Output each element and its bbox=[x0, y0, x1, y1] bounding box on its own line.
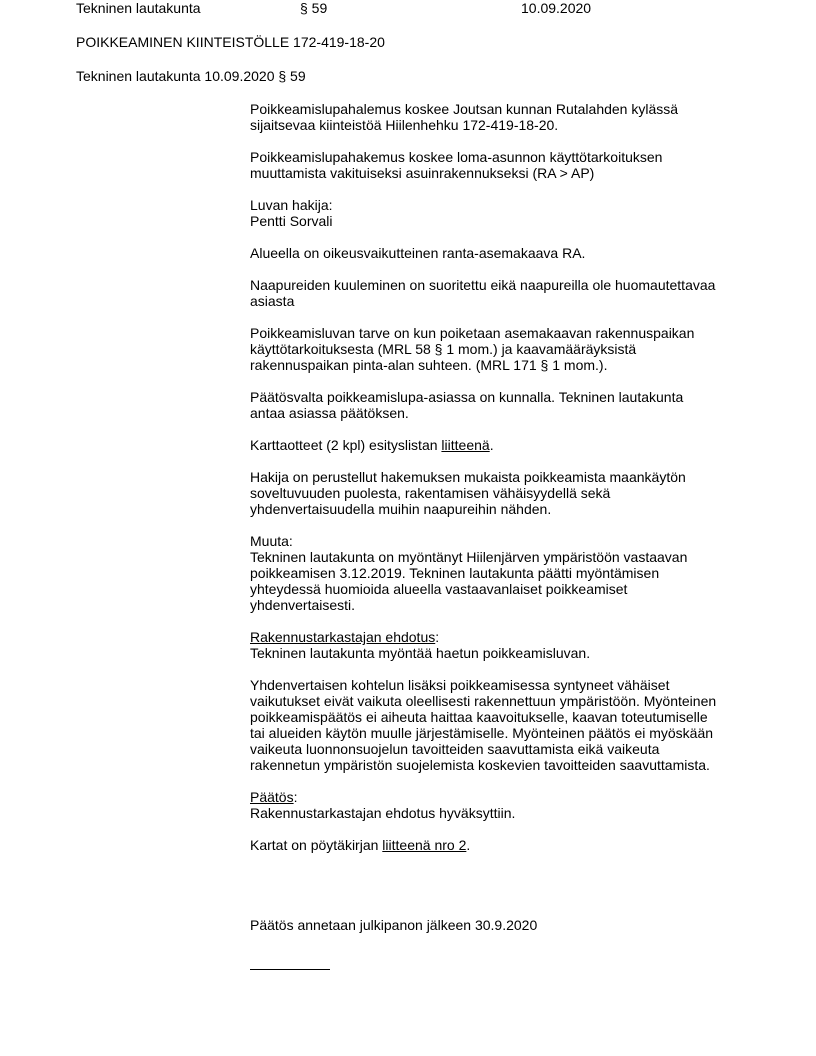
applicant-label: Luvan hakija: bbox=[250, 197, 333, 213]
decision-label: Päätös bbox=[250, 789, 294, 805]
header-section: § 59 bbox=[300, 0, 328, 16]
document-title: POIKKEAMINEN KIINTEISTÖLLE 172-419-18-20 bbox=[76, 34, 385, 50]
attachment-link-2[interactable]: liitteenä nro 2 bbox=[382, 837, 467, 853]
paragraph-justification: Hakija on perustellut hakemuksen mukaista poikkeamista maankäytön soveltuvuuden puolesta, rakentamisen vähäisyydellä sekä yhdenvertaisuudella muihin naapureihin nähden. bbox=[250, 469, 686, 517]
paragraph-announcement: Päätös annetaan julkipanon jälkeen 30.9.2020 bbox=[250, 917, 538, 933]
proposal-label: Rakennustarkastajan ehdotus bbox=[250, 629, 436, 645]
paragraph-decision: Päätös: Rakennustarkastajan ehdotus hyväksyttiin. bbox=[250, 789, 770, 821]
other-label: Muuta: bbox=[250, 533, 293, 549]
meeting-reference: Tekninen lautakunta 10.09.2020 § 59 bbox=[76, 68, 306, 84]
paragraph-maps-attachment: Kartat on pöytäkirjan liitteenä nro 2. bbox=[250, 837, 471, 853]
applicant bbox=[250, 197, 770, 229]
paragraph-subject: Poikkeamislupahalemus koskee Joutsan kunnan Rutalahden kylässä sijaitsevaa kiinteistöä Hiilenhehku 172-419-18-20. bbox=[250, 101, 679, 133]
header-date: 10.09.2020 bbox=[521, 0, 592, 16]
attachment-link[interactable]: liitteenä bbox=[441, 437, 490, 453]
decision-text: Rakennustarkastajan ehdotus hyväksyttiin. bbox=[250, 805, 516, 821]
document-body bbox=[250, 101, 770, 973]
paragraph-maps: Karttaotteet (2 kpl) esityslistan liitteenä. bbox=[250, 437, 494, 453]
paragraph-authority: Päätösvalta poikkeamislupa-asiassa on kunnalla. Tekninen lautakunta antaa asiassa päätöksen. bbox=[250, 389, 684, 421]
signature-line bbox=[250, 957, 770, 973]
paragraph-proposal: Rakennustarkastajan ehdotus: Tekninen lautakunta myöntää haetun poikkeamisluvan. bbox=[250, 629, 770, 661]
paragraph-rationale: Yhdenvertaisen kohtelun lisäksi poikkeamisessa syntyneet vähäiset vaikutukset eivät vaikuta oleellisesti rakennettuun ympäristöön. Myönteinen poikkeamispäätös ei aiheuta haittaa kaavoitukselle, kaavan toteutumiselle tai alueiden käytön muulle järjestämiselle. Myönteinen päätös ei myöskään vaikeuta luonnonsuojelun tavoitteiden saavuttamista eikä vaikeuta rakennetun ympäristön suojelemista koskevien tavoitteiden saavuttamista. bbox=[250, 677, 717, 773]
paragraph-purpose: Poikkeamislupahakemus koskee loma-asunnon käyttötarkoituksen muuttamista vakituiseksi asuinrakennukseksi (RA > AP) bbox=[250, 149, 663, 181]
proposal-text: Tekninen lautakunta myöntää haetun poikkeamisluvan. bbox=[250, 645, 591, 661]
paragraph-neighbours: Naapureiden kuuleminen on suoritettu eikä naapureilla ole huomautettavaa asiasta bbox=[250, 277, 716, 309]
applicant-name: Pentti Sorvali bbox=[250, 213, 333, 229]
paragraph-need: Poikkeamisluvan tarve on kun poiketaan asemakaavan rakennuspaikan käyttötarkoituksesta (MRL 58 § 1 mom.) ja kaavamääräyksistä rakennuspaikan pinta-alan suhteen. (MRL 171 § 1 mom.). bbox=[250, 325, 695, 373]
header-committee: Tekninen lautakunta bbox=[76, 0, 201, 16]
paragraph-other: Muuta: Tekninen lautakunta on myöntänyt Hiilenjärven ympäristöön vastaavan poikkeamisen 3.12.2019. Tekninen lautakunta päätti myöntämisen yhteydessä huomioida alueella vastaavanlaiset poikkeamiset yhdenvertaisesti. bbox=[250, 533, 770, 613]
paragraph-zoning: Alueella on oikeusvaikutteinen ranta-asemakaava RA. bbox=[250, 245, 586, 261]
